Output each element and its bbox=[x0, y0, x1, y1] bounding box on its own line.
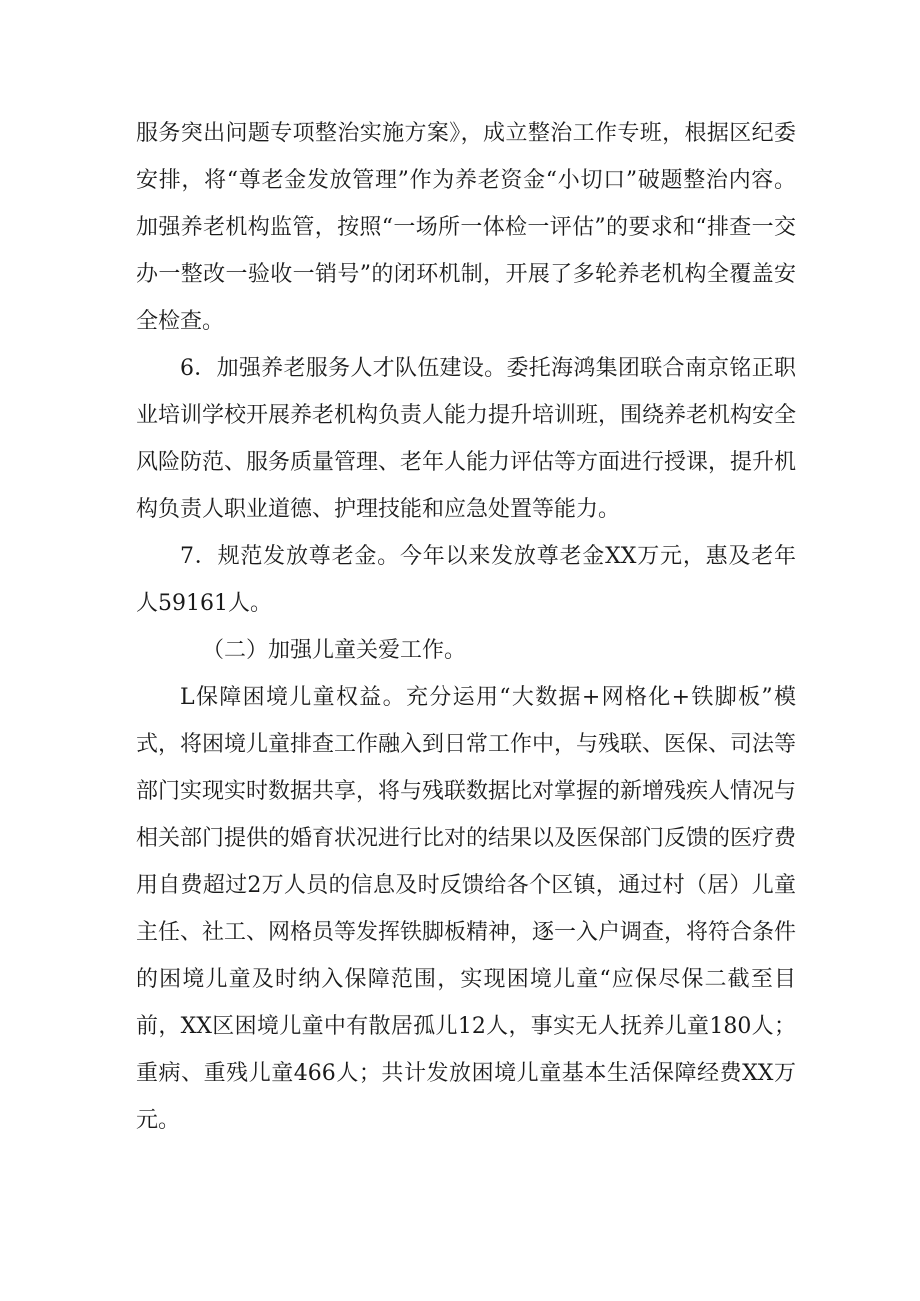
paragraph-continuation: 服务突出问题专项整治实施方案》，成立整治工作专班，根据区纪委安排，将“尊老金发放管理”作为养老资金“小切口”破题整治内容。加强养老机构监管，按照“一场所一体检一评估”的要求和“排查一交办一整改一验收一销号”的闭环机制，开展了多轮养老机构全覆盖安全检查。 bbox=[136, 121, 796, 334]
paragraph-item-1: L保障困境儿童权益。充分运用“大数据+网格化+铁脚板”模式，将困境儿童排查工作融入到日常工作中，与残联、医保、司法等部门实现实时数据共享，将与残联数据比对掌握的新增残疾人情况与相关部门提供的婚育状况进行比对的结果以及医保部门反馈的医疗费用自费超过2万人员的信息及时反馈给各个区镇，通过村（居）儿童主任、社工、网格员等发挥铁脚板精神，逐一入户调查，将符合条件的困境儿童及时纳入保障范围，实现困境儿童“应保尽保二截至目前，XX区困境儿童中有散居孤儿12人，事实无人抚养儿童180人；重病、重残儿童466人；共计发放困境儿童基本生活保障经费XX万元。 bbox=[136, 685, 797, 1133]
paragraph-item-6: 6．加强养老服务人才队伍建设。委托海鸿集团联合南京铭正职业培训学校开展养老机构负责人能力提升培训班，围绕养老机构安全风险防范、服务质量管理、老年人能力评估等方面进行授课，提升机构负责人职业道德、护理技能和应急处置等能力。 bbox=[136, 356, 797, 522]
document-body bbox=[136, 110, 796, 1144]
paragraph-item-7: 7．规范发放尊老金。今年以来发放尊老金XX万元，惠及老年人59161人。 bbox=[136, 544, 796, 616]
section-heading-2: （二）加强儿童关爱工作。 bbox=[202, 638, 467, 663]
